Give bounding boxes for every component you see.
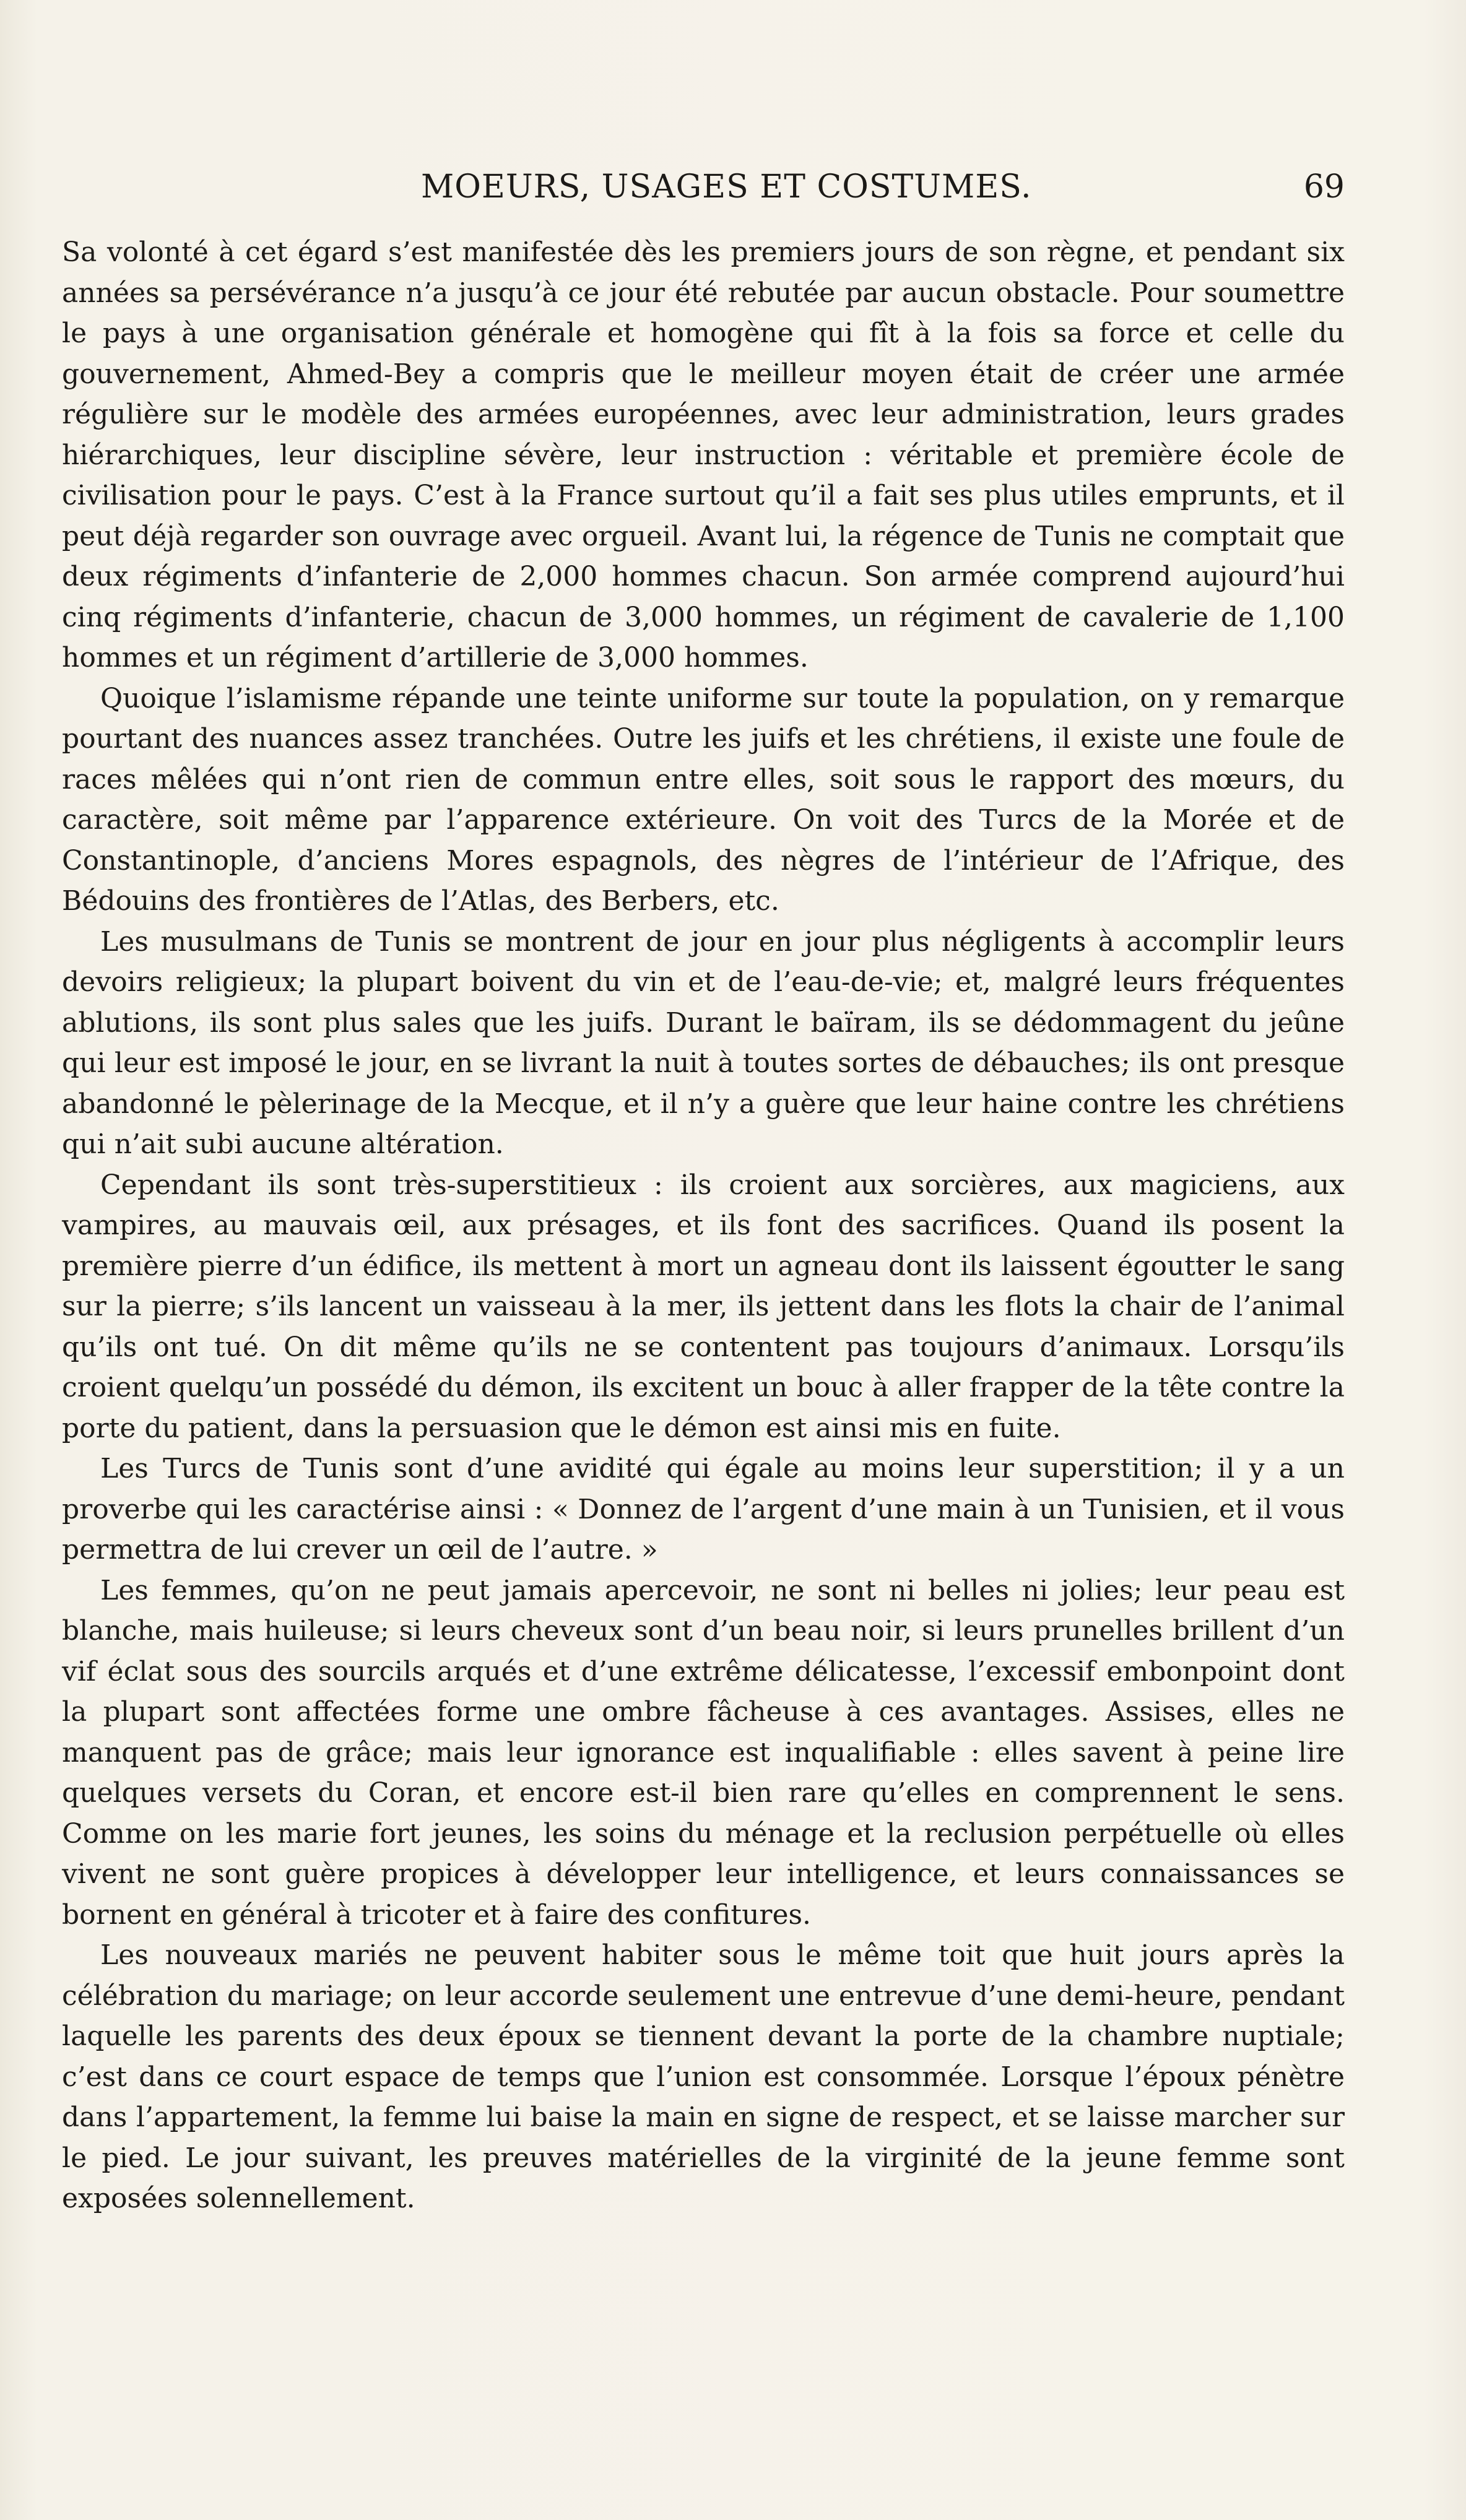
paragraph: Les femmes, qu’on ne peut jamais apercevoir, ne sont ni belles ni jolies; leur peau est blanche, mais huileuse; si leurs cheveux sont d’un beau noir, si leurs prunelles brillent d’un vif éclat sous des sourcils arqués et d’une extrême délicatesse, l’excessif embonpoint dont la plupart sont affectées forme une ombre fâcheuse à ces avantages. Assises, elles ne manquent pas de grâce; mais leur ignorance est inqualifiable : elles savent à peine lire quelques versets du Coran, et encore est-il bien rare qu’elles en comprennent le sens. Comme on les marie fort jeunes, les soins du ménage et la reclusion perpétuelle où elles vivent ne sont guère propices à développer leur intelligence, et leurs connaissances se bornent en général à tricoter et à faire des confitures. — [62, 1574, 1345, 1931]
paragraph: Les nouveaux mariés ne peuvent habiter sous le même toit que huit jours après la célébration du mariage; on leur accorde seulement une entrevue d’une demi-heure, pendant laquelle les parents des deux époux se tiennent devant la porte de la chambre nuptiale; c’est dans ce court espace de temps que l’union est consommée. Lorsque l’époux pénètre dans l’appartement, la femme lui baise la main en signe de respect, et se laisse marcher sur le pied. Le jour suivant, les preuves matérielles de la virginité de la jeune femme sont exposées solennellement. — [62, 1939, 1345, 2214]
page-header — [62, 162, 1345, 212]
paragraph: Les musulmans de Tunis se montrent de jour en jour plus négligents à accomplir leurs devoirs religieux; la plupart boivent du vin et de l’eau-de-vie; et, malgré leurs fréquentes ablutions, ils sont plus sales que les juifs. Durant le baïram, ils se dédommagent du jeûne qui leur est imposé le jour, en se livrant la nuit à toutes sortes de débauches; ils ont presque abandonné le pèlerinage de la Mecque, et il n’y a guère que leur haine contre les chrétiens qui n’ait subi aucune altération. — [62, 925, 1345, 1160]
running-title: MOEURS, USAGES ET COSTUMES. — [421, 168, 1032, 206]
paragraph: Les Turcs de Tunis sont d’une avidité qui égale au moins leur superstition; il y a un proverbe qui les caractérise ainsi : « Donnez de l’argent d’une main à un Tunisien, et il vous permettra de lui crever un œil de l’autre. » — [62, 1453, 1345, 1565]
paragraph: Quoique l’islamisme répande une teinte uniforme sur toute la population, on y remarque pourtant des nuances assez tranchées. Outre les juifs et les chrétiens, il existe une foule de races mêlées qui n’ont rien de commun entre elles, soit sous le rapport des mœurs, du caractère, soit même par l’apparence extérieure. On voit des Turcs de la Morée et de Constantinople, d’anciens Mores espagnols, des nègres de l’intérieur de l’Afrique, des Bédouins des frontières de l’Atlas, des Berbers, etc. — [62, 682, 1345, 917]
page-number: 69 — [1303, 168, 1345, 206]
paragraph: Sa volonté à cet égard s’est manifestée dès les premiers jours de son règne, et pendant six années sa persévérance n’a jusqu’à ce jour été rebutée par aucun obstacle. Pour soumettre le pays à une organisation générale et homogène qui fît à la fois sa force et celle du gouvernement, Ahmed-Bey a compris que le meilleur moyen était de créer une armée régulière sur le modèle des armées européennes, avec leur administration, leurs grades hiérarchiques, leur discipline sévère, leur instruction : véritable et première école de civilisation pour le pays. C’est à la France surtout qu’il a fait ses plus utiles emprunts, et il peut déjà regarder son ouvrage avec orgueil. Avant lui, la régence de Tunis ne comptait que deux régiments d’infanterie de 2,000 hommes chacun. Son armée comprend aujourd’hui cinq régiments d’infanterie, chacun de 3,000 hommes, un régiment de cavalerie de 1,100 hommes et un régiment d’artillerie de 3,000 hommes. — [62, 236, 1345, 673]
paragraph: Cependant ils sont très-superstitieux : ils croient aux sorcières, aux magiciens, aux vampires, au mauvais œil, aux présages, et ils font des sacrifices. Quand ils posent la première pierre d’un édifice, ils mettent à mort un agneau dont ils laissent égoutter le sang sur la pierre; s’ils lancent un vaisseau à la mer, ils jettent dans les flots la chair de l’animal qu’ils ont tué. On dit même qu’ils ne se contentent pas toujours d’animaux. Lorsqu’ils croient quelqu’un possédé du démon, ils excitent un bouc à aller frapper de la tête contre la porte du patient, dans la persuasion que le démon est ainsi mis en fuite. — [62, 1169, 1345, 1444]
body-text — [62, 232, 1345, 2219]
